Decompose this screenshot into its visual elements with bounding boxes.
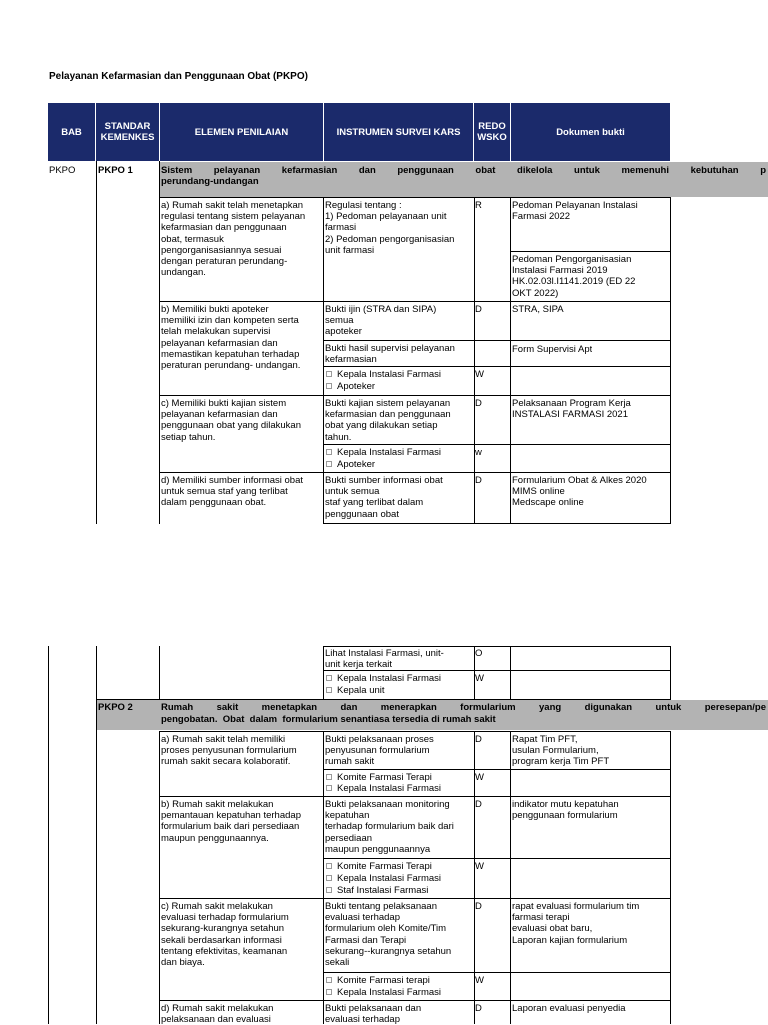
checkbox-icon [326,785,332,791]
redo-value: W [475,369,484,380]
checklist-item: Kepala Instalasi Farmasi [326,369,441,380]
instrumen-text: Bukti pelaksanaan dan evaluasi terhadap [325,1003,422,1025]
redo-value: D [475,1003,482,1014]
redo-value: D [475,901,482,912]
checklist-item: Staf Instalasi Farmasi [326,885,428,896]
header-bab: BAB [48,103,96,161]
checkbox-icon [326,989,332,995]
checkbox-icon [326,371,332,377]
elemen-text: a) Rumah sakit telah menetapkan regulasi tentang sistem pelayanan kefarmasian dan penggunaan obat, termasuk pengorganisasiannya sesuai dengan peraturan perundang- undangan. [161,200,306,279]
dokumen-text: Pedoman Pengorganisasian Instalasi Farmasi 2019 HK.02.03l.I1141.2019 (ED 22 OKT 2022) [512,254,636,299]
divider [159,161,160,524]
divider [323,366,671,367]
redo-value: R [475,200,482,211]
elemen-text: b) Rumah sakit melakukan pemantauan kepatuhan terhadap formularium baik dari persediaan maupun penggunaannya. [161,799,301,844]
divider [159,731,671,732]
header-elemen: ELEMEN PENILAIAN [160,103,324,161]
checklist-item: Kepala Instalasi Farmasi [326,873,441,884]
header-instrumen: INSTRUMEN SURVEI KARS [324,103,474,161]
bab-cell: PKPO [49,165,76,176]
divider [323,731,324,1024]
divider [323,444,671,445]
checklist-item: Komite Farmasi Terapi [326,861,432,872]
checklist-item: Kepala Instalasi Farmasi [326,673,441,684]
divider [96,161,97,524]
checkbox-icon [326,774,332,780]
divider [159,395,671,396]
checklist-item: Kepala Instalasi Farmasi [326,987,441,998]
dokumen-text: STRA, SIPA [512,304,564,315]
redo-value: D [475,734,482,745]
divider [510,731,511,1024]
divider [159,796,671,797]
redo-value: W [475,772,484,783]
checkbox-icon [326,461,332,467]
standard-code: PKPO 1 [98,165,133,176]
checklist-item: Kepala Instalasi Farmasi [326,783,441,794]
elemen-text: d) Memiliki sumber informasi obat untuk semua staf yang terlibat dalam penggunaan obat. [161,475,304,509]
dokumen-text: Rapat Tim PFT, usulan Formularium, program kerja Tim PFT [512,734,610,768]
redo-value: W [475,861,484,872]
header-redo: REDO WSKO [474,103,511,161]
divider [323,972,671,973]
elemen-text: a) Rumah sakit telah memiliki proses penyusunan formularium rumah sakit secara kolaboratif. [161,734,297,768]
checkbox-icon [326,383,332,389]
divider [670,646,671,700]
elemen-text: d) Rumah sakit melakukan pelaksanaan dan evaluasi [161,1003,274,1025]
divider [159,472,671,473]
divider [159,301,671,302]
page-title: Pelayanan Kefarmasian dan Penggunaan Obat (PKPO) [49,71,308,82]
divider [510,646,511,700]
divider [323,769,671,770]
instrumen-text: Bukti pelaksanaan monitoring kepatuhan terhadap formularium baik dari persediaan maupun penggunaannya [325,799,454,855]
instrumen-text: Bukti tentang pelaksanaan evaluasi terhadap formularium oleh Komite/Tim Farmasi dan Terapi sekurang--kurangnya setahun sekali [325,901,452,969]
dokumen-text: Laporan evaluasi penyedia [512,1003,626,1014]
redo-value: W [475,673,484,684]
checkbox-icon [326,875,332,881]
instrumen-text: Bukti ijin (STRA dan SIPA) semua apoteker [325,304,437,338]
checklist-item: Kepala unit [326,685,385,696]
standard-text: Sistem pelayanan kefarmasian dan penggunaan obat dikelola untuk memenuhi kebutuhan p [161,165,766,176]
divider [323,858,671,859]
divider [159,731,160,1024]
instrumen-text: Bukti kajian sistem pelayanan kefarmasian dan penggunaan obat yang dilakukan setiap tahun. [325,398,451,443]
instrumen-text: Regulasi tentang : 1) Pedoman pelayanaan unit farmasi 2) Pedoman pengorganisasian unit farmasi [325,200,455,256]
elemen-text: b) Memiliki bukti apoteker memiliki izin dan kompeten serta telah melakukan supervisi pelayanan kefarmasian dan memastikan kepatuhan terhadap peraturan perundang- undangan. [161,304,301,372]
instrumen-text: Bukti sumber informasi obat untuk semua staf yang terlibat dalam penggunaan obat [325,475,443,520]
checkbox-icon [326,449,332,455]
divider [323,646,671,647]
dokumen-text: rapat evaluasi formularium tim farmasi terapi evaluasi obat baru, Laporan kajian formularium [512,901,640,946]
divider [159,1000,671,1001]
divider [159,898,671,899]
standard-code: PKPO 2 [98,702,133,713]
divider [670,198,671,524]
divider [323,646,324,700]
redo-value: D [475,475,482,486]
dokumen-text: Formularium Obat & Alkes 2020 MIMS online Medscape online [512,475,647,509]
divider [159,646,160,700]
header-standar: STANDAR KEMENKES [96,103,160,161]
checkbox-icon [326,687,332,693]
dokumen-text: indikator mutu kepatuhan penggunaan formularium [512,799,619,822]
elemen-text: c) Rumah sakit melakukan evaluasi terhadap formularium sekurang-kurangnya setahun sekali berdasarkan informasi tentang efektivitas, keamanan dan biaya. [161,901,289,969]
checkbox-icon [326,863,332,869]
checklist-item: Komite Farmasi terapi [326,975,430,986]
divider [323,340,671,341]
checkbox-icon [326,675,332,681]
header-dokumen: Dokumen bukti [556,126,625,138]
checklist-item: Kepala Instalasi Farmasi [326,447,441,458]
divider [510,251,671,252]
divider [510,198,511,524]
checkbox-icon [326,977,332,983]
standard-text: Rumah sakit menetapkan dan menerapkan formularium yang digunakan untuk peresepan/pe [161,702,766,713]
dokumen-text: Pedoman Pelayanan Instalasi Farmasi 2022 [512,200,638,223]
redo-value: D [475,398,482,409]
standard-text: perundang-undangan [161,176,259,187]
dokumen-text: Form Supervisi Apt [512,344,593,355]
divider [670,731,671,1024]
standard-text: pengobatan. Obat dalam formularium senantiasa tersedia di rumah sakit [161,714,496,725]
instrumen-text: Lihat Instalasi Farmasi, unit- unit kerja terkait [325,648,444,671]
divider [323,523,671,524]
divider [48,646,49,1024]
divider [159,197,671,198]
table-header [48,103,670,161]
redo-value: w [475,447,482,458]
checklist-item: Apoteker [326,381,375,392]
instrumen-text: Bukti pelaksanaan proses penyusunan formularium rumah sakit [325,734,434,768]
divider [96,699,671,700]
elemen-text: c) Memiliki bukti kajian sistem pelayanan kefarmasian dan penggunaan obat yang dilakukan setiap tahun. [161,398,301,443]
dokumen-text: Pelaksanaan Program Kerja INSTALASI FARMASI 2021 [512,398,631,421]
divider [96,646,97,1024]
instrumen-text: Bukti hasil supervisi pelayanan kefarmasian [325,343,455,366]
redo-value: W [475,975,484,986]
redo-value: D [475,304,482,315]
checklist-item: Apoteker [326,459,375,470]
checkbox-icon [326,887,332,893]
redo-value: D [475,799,482,810]
redo-value: O [475,648,483,659]
checklist-item: Komite Farmasi Terapi [326,772,432,783]
